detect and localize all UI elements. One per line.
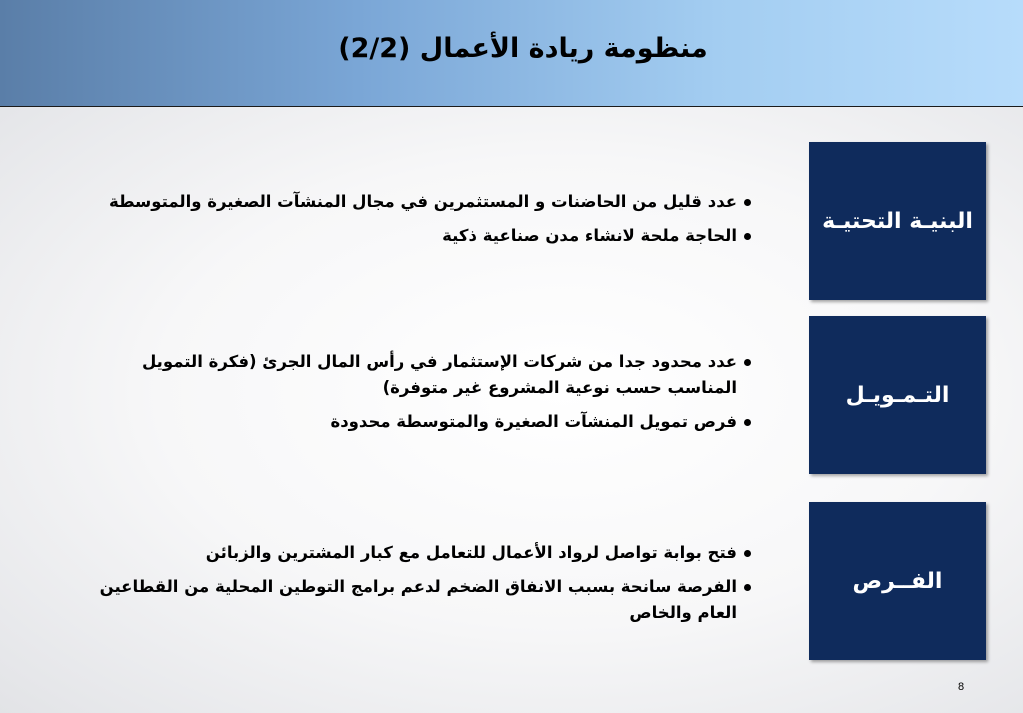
bullet-list-opportunities bbox=[71, 540, 751, 634]
bullet-item: الحاجة ملحة لانشاء مدن صناعية ذكية bbox=[71, 223, 751, 249]
bullet-list-infrastructure bbox=[71, 189, 751, 257]
section-label-text: الفــرص bbox=[852, 568, 943, 594]
page-number: 8 bbox=[958, 681, 965, 693]
title-bar bbox=[0, 0, 1023, 107]
section-label-infrastructure bbox=[809, 142, 986, 300]
section-label-text: التـمـويـل bbox=[845, 382, 950, 408]
bullet-item: الفرصة سانحة بسبب الانفاق الضخم لدعم برامج التوطين المحلية من القطاعين العام والخاص bbox=[71, 574, 751, 626]
bullet-item: عدد قليل من الحاضنات و المستثمرين في مجال المنشآت الصغيرة والمتوسطة bbox=[71, 189, 751, 215]
bullet-item: عدد محدود جدا من شركات الإستثمار في رأس المال الجرئ (فكرة التمويل المناسب حسب نوعية المشروع غير متوفرة) bbox=[71, 349, 751, 401]
slide-title: منظومة ريادة الأعمال (2/2) bbox=[338, 33, 708, 64]
bullet-item: فتح بوابة تواصل لرواد الأعمال للتعامل مع كبار المشترين والزبائن bbox=[71, 540, 751, 566]
section-label-text: البنيـة التحتيـة bbox=[822, 208, 973, 234]
bullet-item: فرص تمويل المنشآت الصغيرة والمتوسطة محدودة bbox=[71, 409, 751, 435]
section-label-funding bbox=[809, 316, 986, 474]
bullet-list-funding bbox=[71, 349, 751, 443]
section-label-opportunities bbox=[809, 502, 986, 660]
